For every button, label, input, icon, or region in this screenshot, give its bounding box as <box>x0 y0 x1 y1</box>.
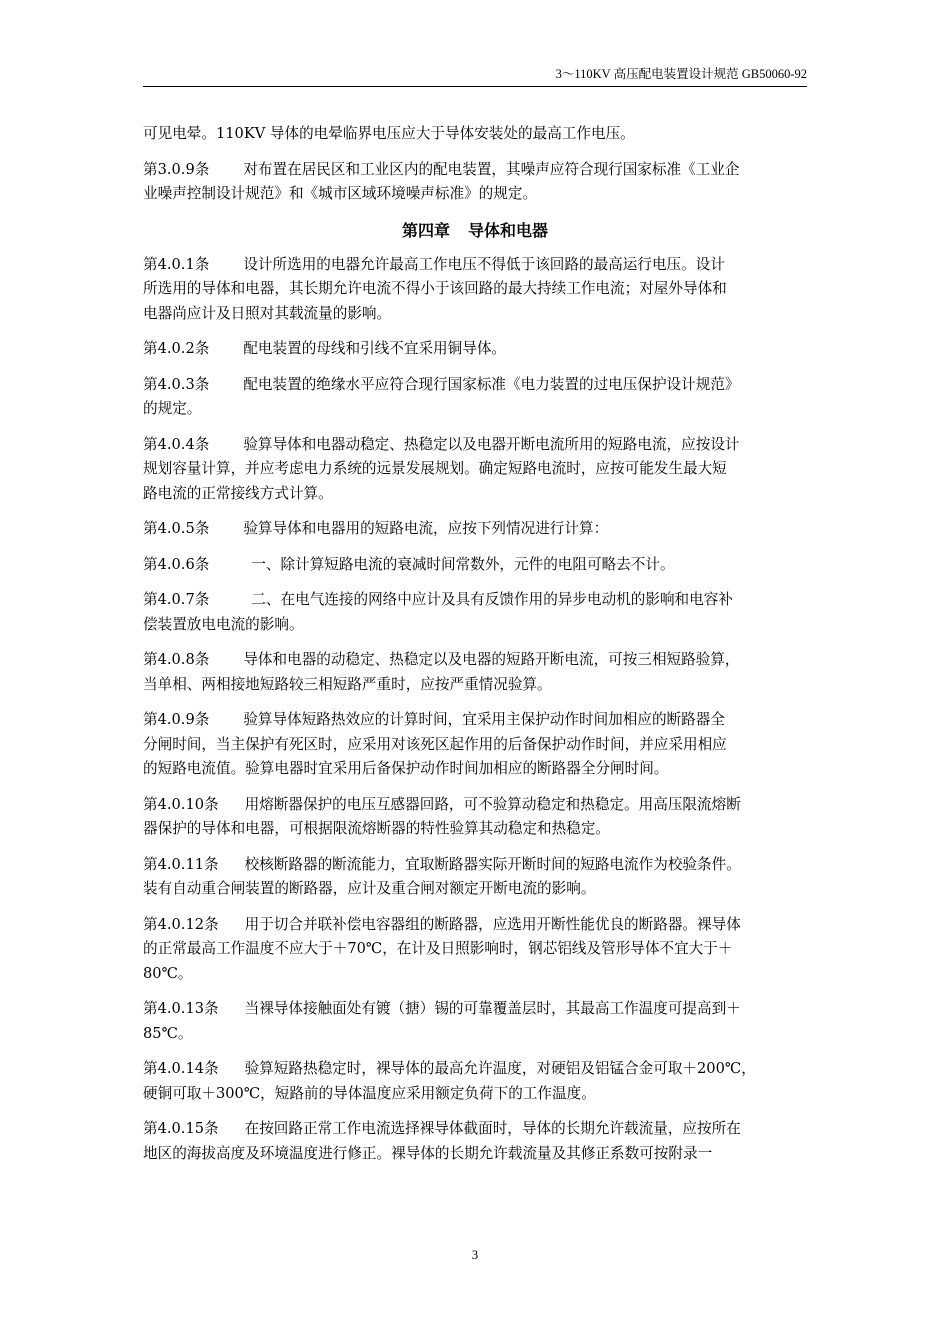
para-line: 的短路电流值。验算电器时宜采用后备保护动作时间加相应的断路器全分闸时间。 <box>143 760 669 777</box>
para-line: 分闸时间，当主保护有死区时，应采用对该死区起作用的后备保护动作时间，并应采用相应 <box>143 735 727 753</box>
paragraph-continuation <box>143 122 807 147</box>
para-line: 验算短路热稳定时，裸导体的最高允许温度，对硬铝及铝锰合金可取＋200℃， <box>244 1060 756 1077</box>
clause-4-0-10 <box>143 793 807 842</box>
para-line: 规划容量计算，并应考虑电力系统的远景发展规划。确定短路电流时，应按可能发生最大短 <box>143 460 727 477</box>
clause-4-0-12 <box>143 913 807 987</box>
para-line: 配电装置的母线和引线不宜采用铜导体。 <box>243 340 507 357</box>
para-line: 业噪声控制设计规范》和《城市区域环境噪声标准》的规定。 <box>143 185 538 202</box>
clause-4-0-9 <box>143 708 807 782</box>
para-line: 路电流的正常接线方式计算。 <box>143 484 333 502</box>
para-line: 验算导体短路热效应的计算时间，宜采用主保护动作时间加相应的断路器全 <box>243 711 725 728</box>
clause-4-0-4 <box>143 433 807 507</box>
clause-id: 第4.0.15条 <box>143 1120 219 1137</box>
para-line: 二、在电气连接的网络中应计及具有反馈作用的异步电动机的影响和电容补 <box>251 591 733 608</box>
clause-4-0-3 <box>143 373 807 422</box>
clause-id: 第4.0.10条 <box>143 795 219 813</box>
para-line: 在按回路正常工作电流选择裸导体截面时，导体的长期允许载流量，应按所在 <box>244 1120 741 1137</box>
para-line: 所选用的导体和电器，其长期允许电流不得小于该回路的最大持续工作电流；对屋外导体和 <box>143 280 727 297</box>
para-line: 地区的海拔高度及环境温度进行修正。裸导体的长期允许载流量及其修正系数可按附录一 <box>143 1144 713 1162</box>
para-line: 验算导体和电器用的短路电流，应按下列情况进行计算： <box>243 520 609 537</box>
para-line: 电器尚应计及日照对其载流量的影响。 <box>143 304 392 322</box>
para-line: 对布置在居民区和工业区内的配电装置，其噪声应符合现行国家标准《工业企 <box>243 160 740 178</box>
para-line: 偿装置放电电流的影响。 <box>143 615 304 633</box>
para-line: 校核断路器的断流能力，宜取断路器实际开断时间的短路电流作为校验条件。 <box>244 855 741 873</box>
para-line: 的规定。 <box>143 400 202 417</box>
clause-3-0-9 <box>143 158 807 207</box>
para-line: 配电装置的绝缘水平应符合现行国家标准《电力装置的过电压保护设计规范》 <box>243 375 740 393</box>
para-line: 器保护的导体和电器，可根据限流熔断器的特性验算其动稳定和热稳定。 <box>143 820 611 837</box>
clause-id: 第4.0.12条 <box>143 915 219 933</box>
para-line: 验算导体和电器动稳定、热稳定以及电器开断电流所用的短路电流，应按设计 <box>243 435 740 453</box>
chapter-number: 第四章 <box>401 220 450 240</box>
para-line: 用熔断器保护的电压互感器回路，可不验算动稳定和热稳定。用高压限流熔断 <box>244 795 741 813</box>
clause-4-0-14 <box>143 1057 807 1106</box>
clause-4-0-6 <box>143 553 807 578</box>
clause-4-0-2 <box>143 337 807 362</box>
clause-id: 第4.0.7条 <box>143 591 210 608</box>
page-number: 3 <box>471 1248 479 1262</box>
para-line: 用于切合并联补偿电容器组的断路器，应选用开断性能优良的断路器。裸导体 <box>244 915 741 933</box>
clause-4-0-15 <box>143 1117 807 1166</box>
para-line: 设计所选用的电器允许最高工作电压不得低于该回路的最高运行电压。设计 <box>243 255 725 273</box>
clause-4-0-7 <box>143 588 807 637</box>
para-line: 当裸导体接触面处有镀（搪）锡的可靠覆盖层时，其最高工作温度可提高到＋ <box>244 1000 741 1017</box>
running-header <box>143 64 807 87</box>
clause-id: 第4.0.5条 <box>143 520 210 537</box>
page-footer <box>0 1248 950 1263</box>
clause-4-0-1 <box>143 253 807 327</box>
para-line: 80℃。 <box>143 964 193 982</box>
para-line: 硬铜可取＋300℃，短路前的导体温度应采用额定负荷下的工作温度。 <box>143 1084 596 1102</box>
clause-id: 第4.0.4条 <box>143 435 210 453</box>
clause-id: 第4.0.14条 <box>143 1060 219 1077</box>
para-line: 当单相、两相接地短路较三相短路严重时，应按严重情况验算。 <box>143 675 552 693</box>
clause-id: 第4.0.11条 <box>143 855 219 873</box>
clause-id: 第4.0.6条 <box>143 555 210 573</box>
clause-id: 第4.0.8条 <box>143 651 210 668</box>
para-line: 可见电晕。110KV 导体的电晕临界电压应大于导体安装处的最高工作电压。 <box>143 125 635 142</box>
para-line: 装有自动重合闸装置的断路器，应计及重合闸对额定开断电流的影响。 <box>143 880 596 897</box>
clause-id: 第4.0.2条 <box>143 340 210 357</box>
header-title: 3～110KV 高压配电装置设计规范 GB50060-92 <box>555 67 807 81</box>
clause-4-0-13 <box>143 997 807 1046</box>
clause-id: 第4.0.3条 <box>143 375 210 393</box>
para-line: 85℃。 <box>143 1024 193 1042</box>
chapter-heading <box>143 218 807 244</box>
para-line: 的正常最高工作温度不应大于＋70℃，在计及日照影响时，钢芯铝线及管形导体不宜大于＋ <box>143 940 733 957</box>
clause-4-0-5 <box>143 517 807 542</box>
para-line: 导体和电器的动稳定、热稳定以及电器的短路开断电流，可按三相短路验算， <box>243 651 740 668</box>
clause-4-0-11 <box>143 853 807 902</box>
clause-id: 第4.0.1条 <box>143 255 210 273</box>
clause-4-0-8 <box>143 648 807 697</box>
document-body <box>143 122 807 1177</box>
chapter-title: 导体和电器 <box>468 220 549 240</box>
clause-id: 第3.0.9条 <box>143 160 210 178</box>
clause-id: 第4.0.9条 <box>143 711 210 728</box>
clause-id: 第4.0.13条 <box>143 1000 219 1017</box>
para-line: 一、除计算短路电流的衰减时间常数外，元件的电阻可略去不计。 <box>251 555 675 573</box>
